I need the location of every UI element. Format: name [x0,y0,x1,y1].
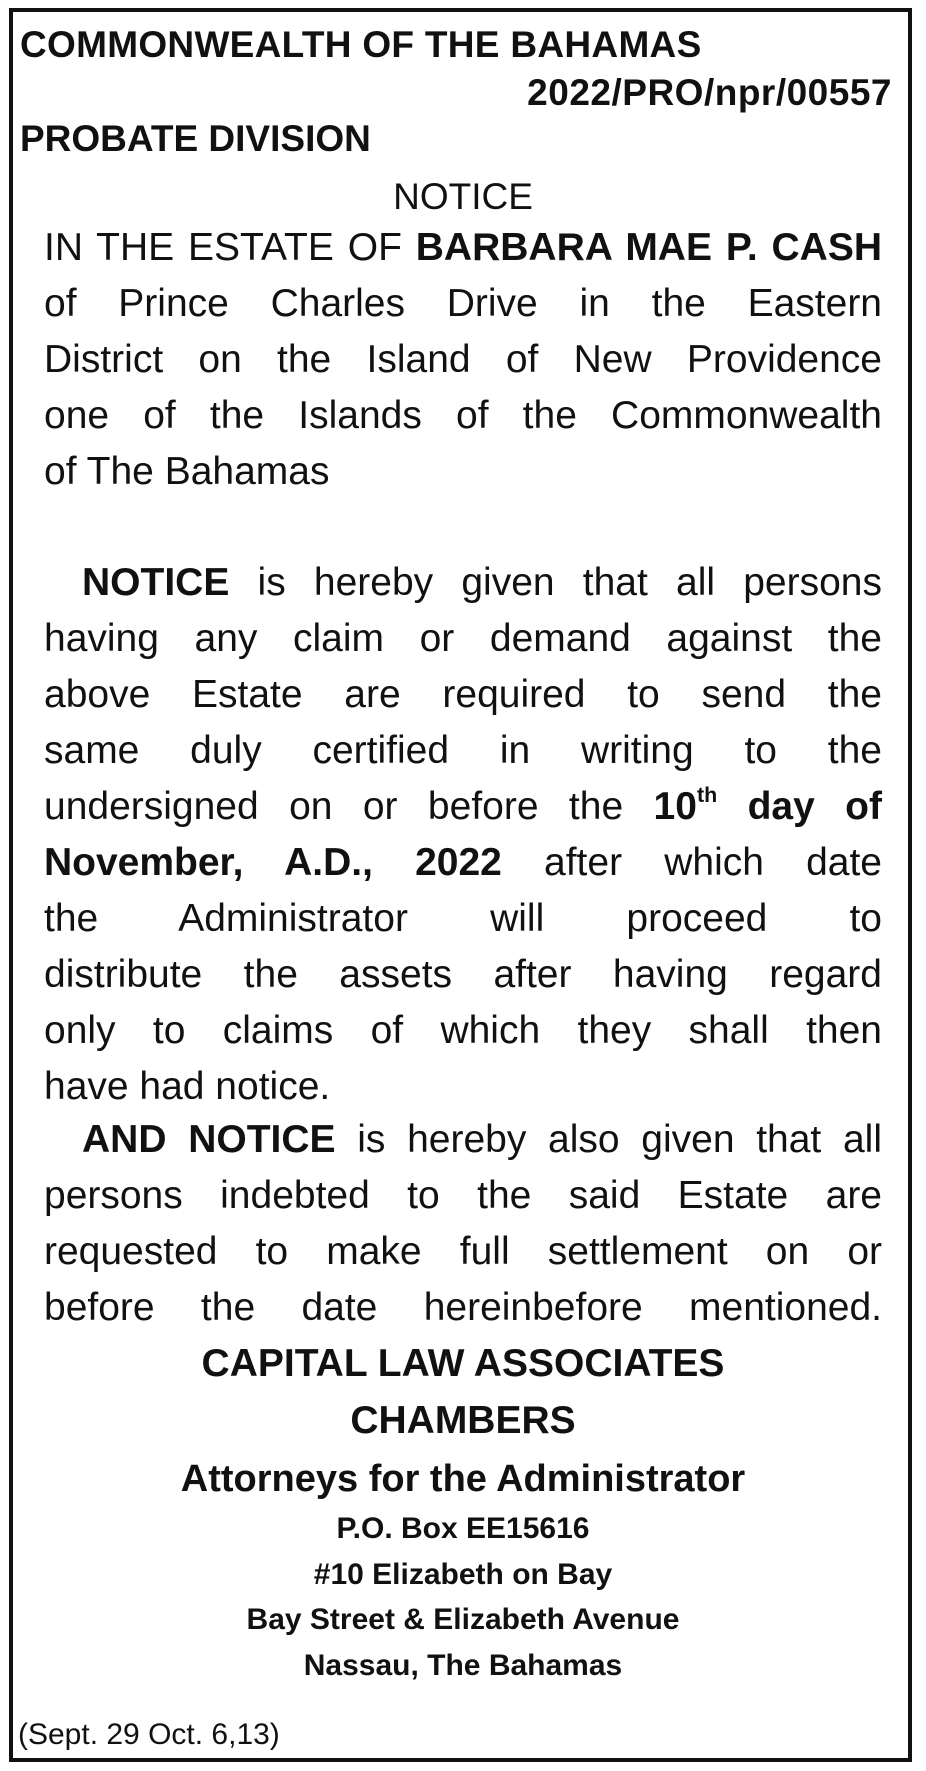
and-notice-lead: AND NOTICE [82,1118,336,1161]
paragraph-line: before the date hereinbefore mentioned. [44,1286,882,1329]
paragraph-line: persons indebted to the said Estate are [44,1174,882,1217]
estate-description [44,220,882,500]
court-name: COMMONWEALTH OF THE BAHAMAS [20,24,702,65]
firm-name-cont: CHAMBERS [350,1399,576,1442]
deadline-date-cont: November, A.D., 2022 [44,841,502,884]
paragraph-line: undersigned on or before the 10th day of [44,782,882,828]
estate-line: District on the Island of New Providence [44,338,882,381]
paragraph-line: above Estate are required to send the [44,673,882,716]
paragraph-line: November, A.D., 2022 after which date [44,841,882,884]
paragraph-line: only to claims of which they shall then [44,1009,882,1052]
firm-address-line: #10 Elizabeth on Bay [313,1558,613,1591]
estate-line: of The Bahamas [44,450,330,493]
paragraph-line: distribute the assets after having regard [44,953,882,996]
debts-paragraph [44,1112,882,1336]
paragraph-line: have had notice. [44,1065,331,1108]
estate-line: one of the Islands of the Commonwealth [44,394,882,437]
case-number: 2022/PRO/npr/00557 [527,72,892,113]
paragraph-line: requested to make full settlement on or [44,1230,882,1273]
firm-name: CAPITAL LAW ASSOCIATES [201,1342,725,1385]
paragraph-line: having any claim or demand against the [44,617,882,660]
paragraph-line: AND NOTICE is hereby also given that all [82,1118,882,1161]
notice-title: NOTICE [393,176,533,217]
paragraph-line: the Administrator will proceed to [44,897,882,940]
deadline-date: 10th day of [653,782,882,828]
claims-paragraph [44,555,882,1115]
firm-role: Attorneys for the Administrator [180,1458,746,1500]
estate-prefix: IN THE ESTATE OF [44,226,402,269]
estate-line [44,220,882,276]
paragraph-line: NOTICE is hereby given that all persons [82,561,882,604]
division-name: PROBATE DIVISION [20,118,371,159]
estate-line: of Prince Charles Drive in the Eastern [44,282,882,325]
firm-city: Nassau, The Bahamas [303,1649,623,1682]
publication-dates: (Sept. 29 Oct. 6,13) [18,1718,280,1751]
firm-po-box: P.O. Box EE15616 [336,1512,590,1545]
paragraph-line: same duly certified in writing to the [44,729,882,772]
notice-lead: NOTICE [82,561,230,604]
firm-address-line: Bay Street & Elizabeth Avenue [246,1603,680,1636]
deceased-name: BARBARA MAE P. CASH [415,226,883,269]
